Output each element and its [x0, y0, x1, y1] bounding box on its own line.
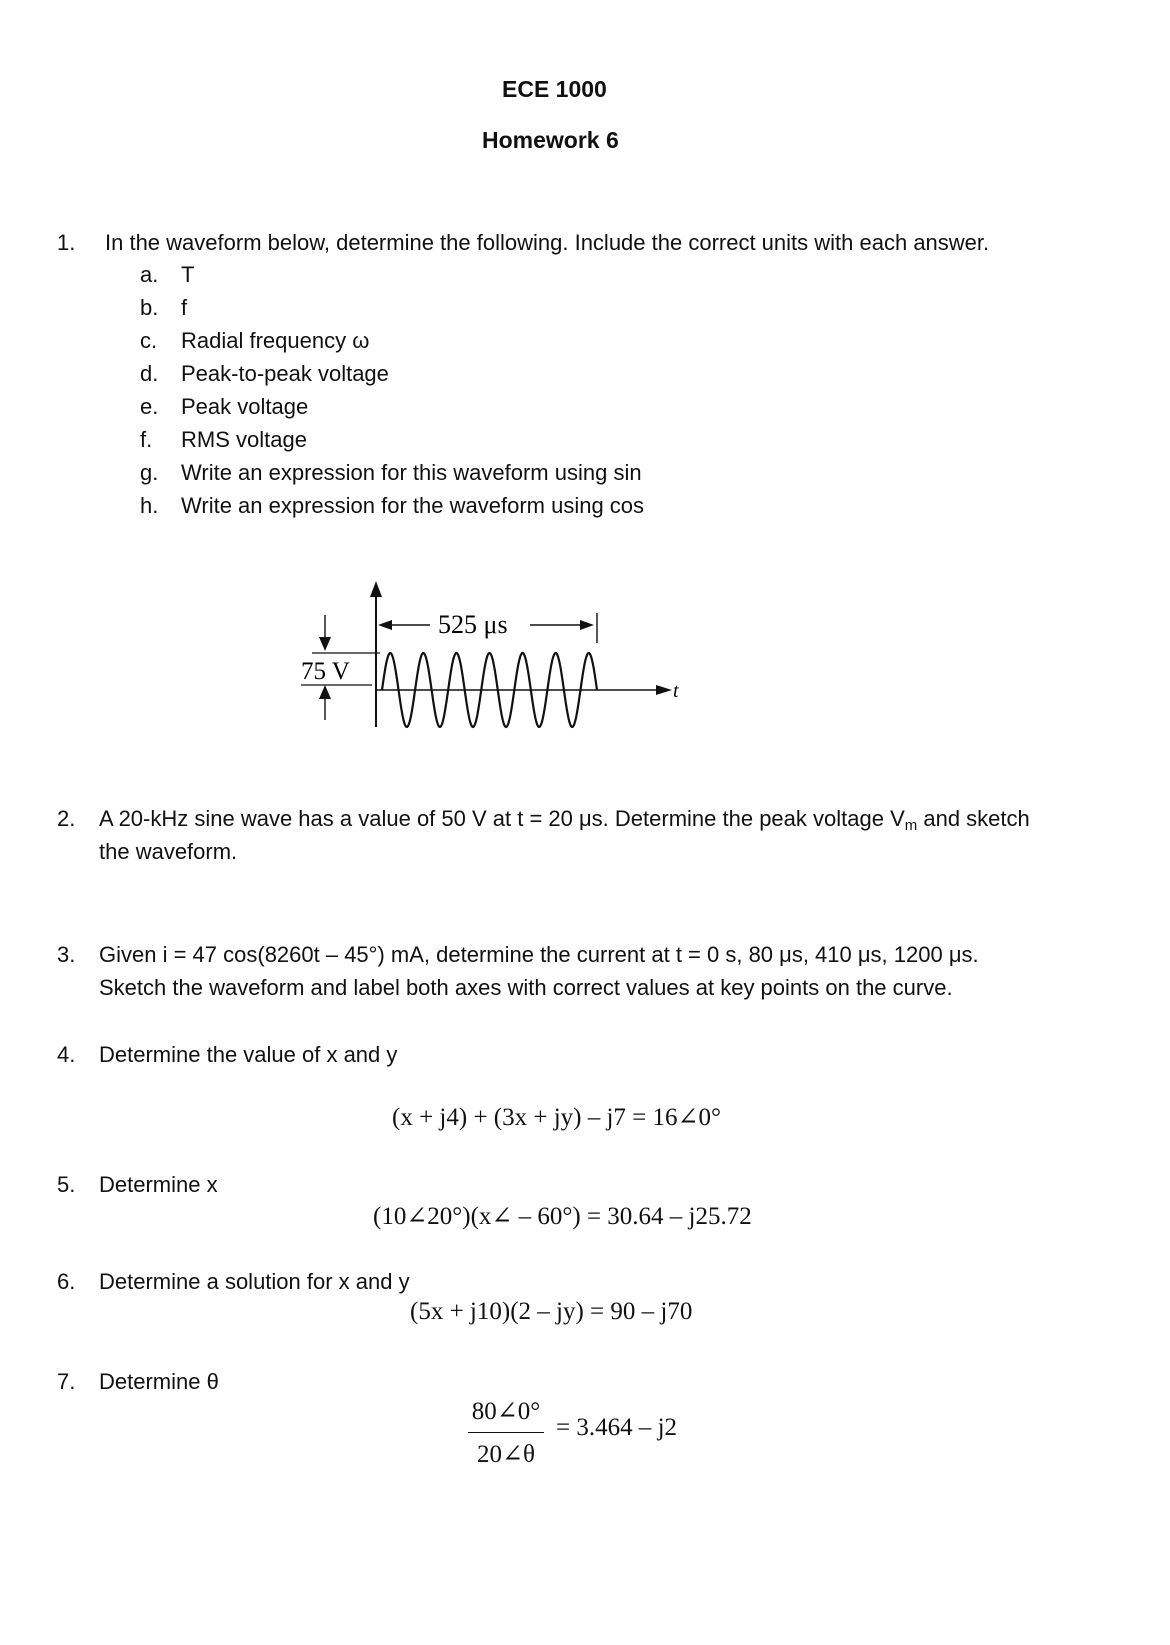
q1-part-label: a.	[140, 262, 159, 287]
q1-part-label: b.	[140, 295, 159, 320]
q1-part-text: Peak-to-peak voltage	[181, 361, 389, 386]
q3-line-2: Sketch the waveform and label both axes with correct values at key points on the curve.	[99, 975, 953, 1000]
assignment-title: Homework 6	[482, 127, 619, 153]
period-span-label: 525 μs	[438, 610, 508, 639]
q1-part-text: Write an expression for this waveform using sin	[181, 460, 642, 485]
q7-text: Determine θ	[99, 1369, 219, 1394]
q7-numerator: 80∠0°	[471, 1398, 541, 1425]
q6-text: Determine a solution for x and y	[99, 1269, 410, 1294]
q1-part-text: Write an expression for the waveform using cos	[181, 493, 645, 518]
q1-part-text: Radial frequency ω	[181, 328, 370, 353]
q6-equation: (5x + j10)(2 – jy) = 90 – j70	[410, 1298, 693, 1325]
q1-part-label: g.	[140, 460, 159, 485]
q6-number: 6.	[57, 1269, 76, 1294]
q1-part-text: f	[181, 295, 188, 320]
q3-line-1: Given i = 47 cos(8260t – 45°) mA, determine the current at t = 0 s, 80 μs, 410 μs, 1200 μs.	[99, 942, 979, 967]
q1-part-text: T	[181, 262, 195, 287]
q5-equation: (10∠20°)(x∠ – 60°) = 30.64 – j25.72	[373, 1203, 752, 1230]
q1-part-label: h.	[140, 493, 159, 518]
q1-number: 1.	[57, 230, 76, 255]
q5-number: 5.	[57, 1172, 76, 1197]
time-axis-label: t	[673, 680, 679, 702]
q4-equation: (x + j4) + (3x + jy) – j7 = 16∠0°	[392, 1104, 721, 1131]
q7-fraction	[468, 1396, 544, 1469]
q2-line-1-tail: and sketch	[917, 806, 1030, 831]
q2-number: 2.	[57, 806, 76, 831]
q5-text: Determine x	[99, 1172, 218, 1197]
q1-part-label: e.	[140, 394, 159, 419]
q1-part-label: f.	[140, 427, 153, 452]
q1-part-label: d.	[140, 361, 159, 386]
q4-text: Determine the value of x and y	[99, 1042, 398, 1067]
q1-prompt: In the waveform below, determine the following. Include the correct units with each answer.	[105, 230, 990, 255]
q1-part-text: Peak voltage	[181, 394, 309, 419]
amplitude-label: 75 V	[301, 658, 350, 685]
q7-denominator: 20∠θ	[477, 1441, 535, 1468]
fraction-bar	[468, 1432, 544, 1433]
q7-rhs: = 3.464 – j2	[556, 1414, 678, 1441]
q3-number: 3.	[57, 942, 76, 967]
q4-number: 4.	[57, 1042, 76, 1067]
q2-line-1-text: A 20-kHz sine wave has a value of 50 V at t = 20 μs. Determine the peak voltage V	[99, 806, 905, 831]
q1-part-text: RMS voltage	[181, 427, 307, 452]
q2-line-1	[99, 806, 1030, 834]
q2-subscript: m	[904, 817, 918, 834]
q1-part-label: c.	[140, 328, 158, 353]
q2-line-2: the waveform.	[99, 839, 238, 864]
waveform-figure	[290, 575, 690, 740]
course-title: ECE 1000	[502, 76, 607, 102]
q7-number: 7.	[57, 1369, 76, 1394]
